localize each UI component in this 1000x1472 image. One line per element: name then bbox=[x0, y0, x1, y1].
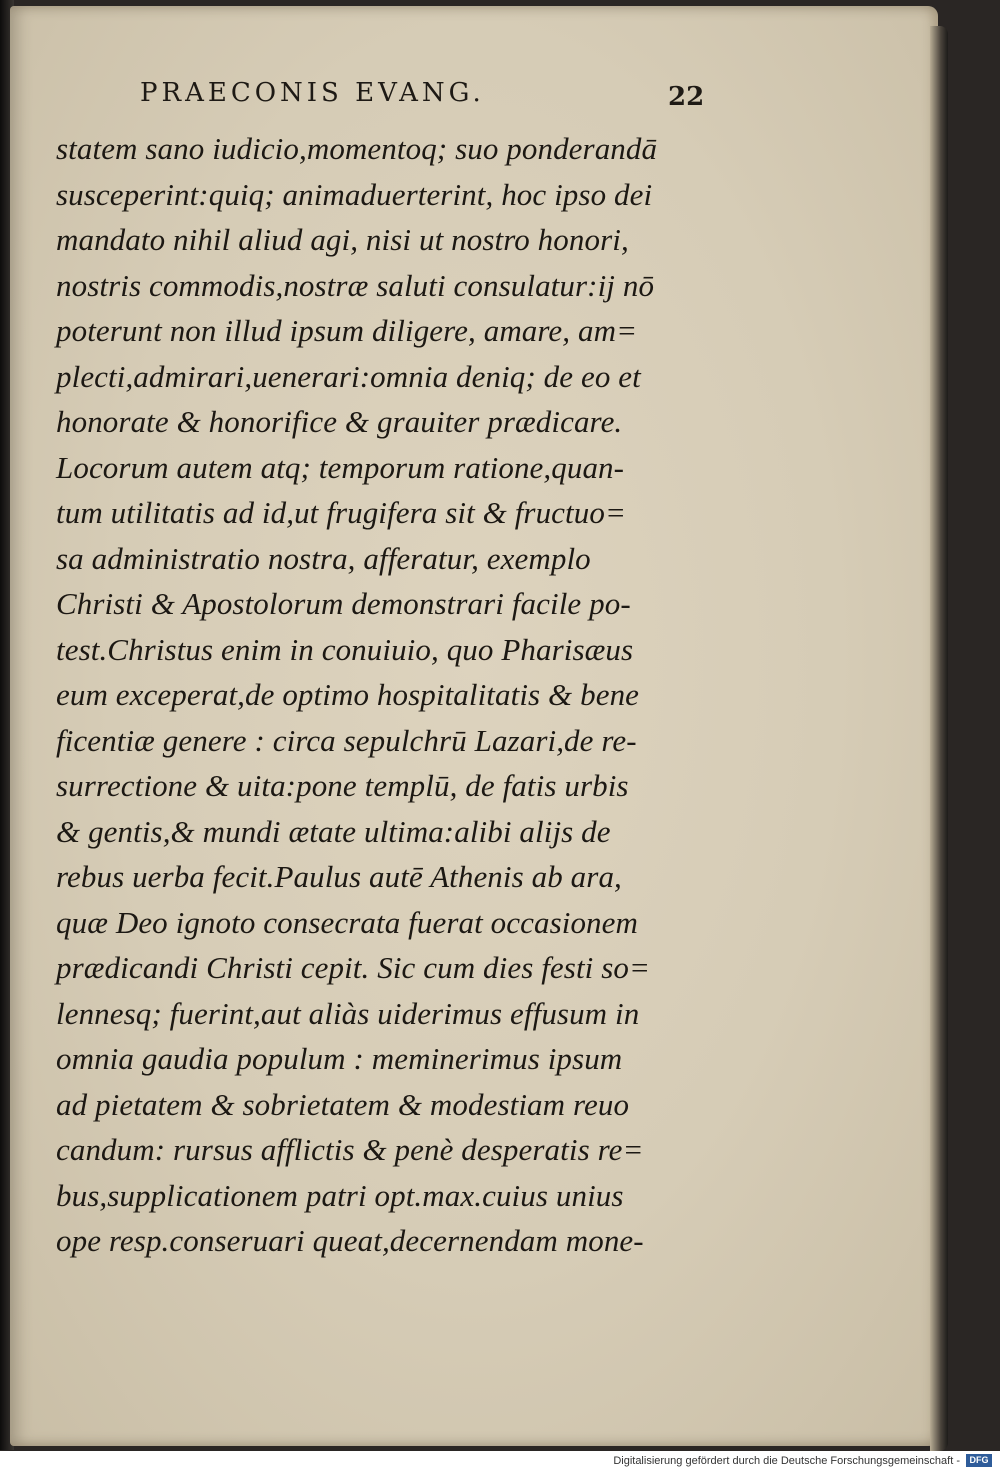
text-line: bus,supplicationem patri opt.max.cuius unius bbox=[56, 1177, 624, 1213]
text-line: quæ Deo ignoto consecrata fuerat occasionem bbox=[56, 904, 639, 940]
text-line: ad pietatem & sobrietatem & modestiam reuo bbox=[56, 1086, 630, 1122]
text-line: honorate & honorifice & grauiter prædicare. bbox=[56, 404, 623, 439]
text-line: & gentis,& mundi ætate ultima:alibi alijs de bbox=[56, 813, 611, 849]
body-text bbox=[56, 126, 736, 1264]
text-line: Locorum autem atq; temporum ratione,quan- bbox=[56, 449, 625, 485]
funding-credit: Digitalisierung gefördert durch die Deutsche Forschungsgemeinschaft - bbox=[613, 1455, 960, 1467]
text-line: mandato nihil aliud agi, nisi ut nostro honori, bbox=[56, 222, 629, 257]
text-line: Christi & Apostolorum demonstrari facile po- bbox=[56, 586, 631, 621]
text-line: lennesq; fuerint,aut aliàs uiderimus effusum in bbox=[56, 995, 640, 1031]
text-line: sa administratio nostra, afferatur, exemplo bbox=[56, 540, 591, 576]
text-line: plecti,admirari,uenerari:omnia deniq; de eo et bbox=[56, 358, 641, 394]
text-line: ficentiæ genere : circa sepulchrū Lazari,de re- bbox=[56, 722, 637, 758]
text-line: susceperint:quiq; animaduerterint, hoc ipso dei bbox=[56, 176, 653, 212]
text-line: eum exceperat,de optimo hospitalitatis & bene bbox=[56, 677, 640, 712]
text-line: tum utilitatis ad id,ut frugifera sit & fructuo= bbox=[56, 495, 626, 530]
page-number: 22 bbox=[668, 82, 705, 112]
text-line: nostris commodis,nostræ saluti consulatur:ij nō bbox=[56, 267, 655, 303]
text-line: test.Christus enim in conuiuio, quo Pharisæus bbox=[56, 631, 634, 667]
text-line: omnia gaudia populum : meminerimus ipsum bbox=[56, 1041, 623, 1076]
text-line: statem sano iudicio,momentoq; suo ponderandā bbox=[56, 131, 658, 166]
text-line: rebus uerba fecit.Paulus autē Athenis ab ara, bbox=[56, 859, 622, 894]
text-line: prædicandi Christi cepit. Sic cum dies festi so= bbox=[56, 950, 651, 985]
text-line: surrectione & uita:pone templū, de fatis urbis bbox=[56, 768, 629, 803]
dfg-logo: DFG bbox=[966, 1454, 992, 1467]
running-head: PRAECONIS EVANG. bbox=[140, 78, 485, 108]
text-line: candum: rursus afflictis & penè desperatis re= bbox=[56, 1132, 644, 1167]
page-edge-shadow bbox=[930, 26, 948, 1451]
text-line: poterunt non illud ipsum diligere, amare, am= bbox=[56, 313, 638, 348]
text-line: ope resp.conseruari queat,decernendam mone- bbox=[56, 1223, 644, 1258]
